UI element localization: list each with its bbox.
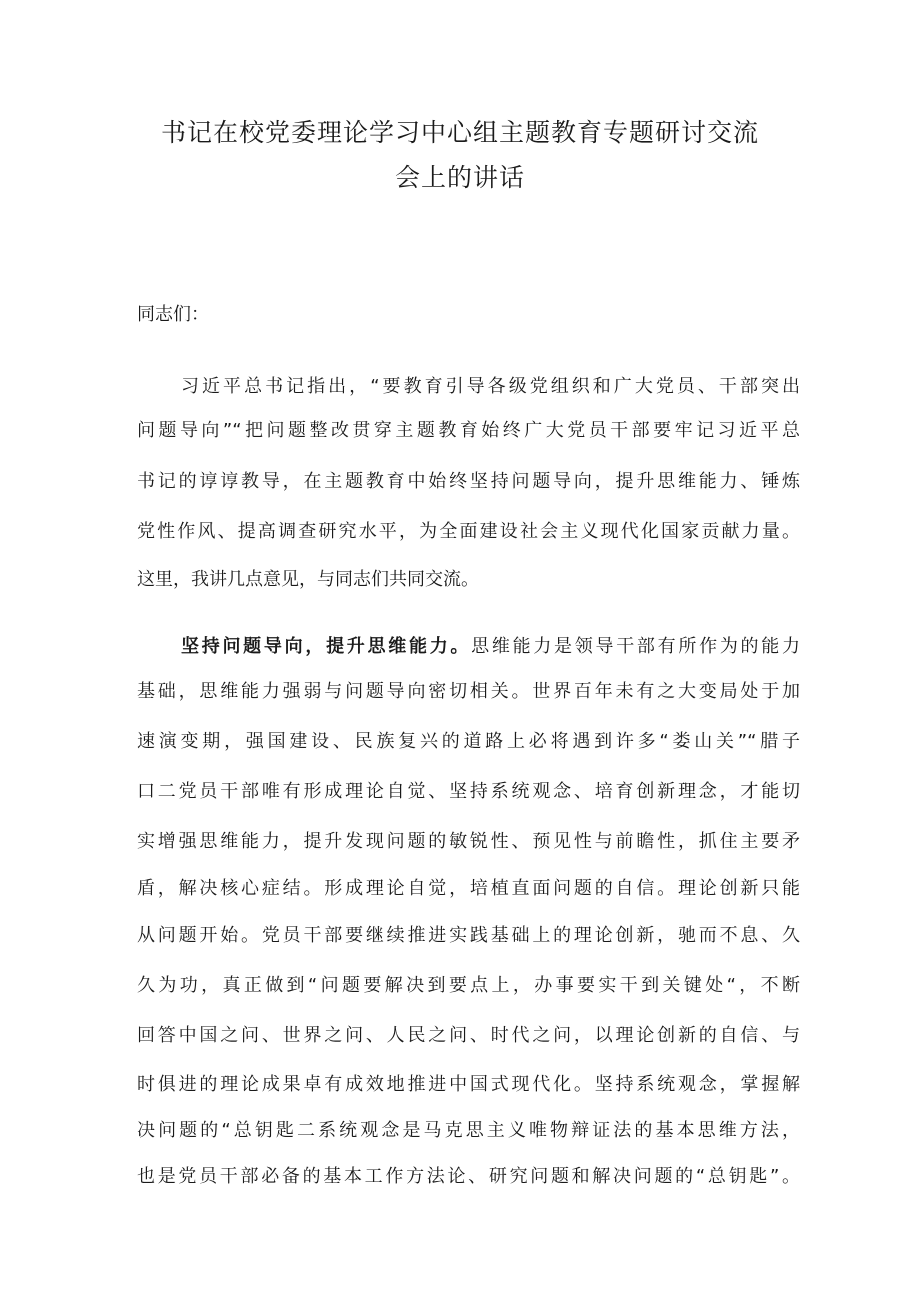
section-1-heading: 坚持问题导向，提升思维能力。: [181, 636, 472, 657]
section-1-line: 也是党员干部必备的基本工作方法论、研究问题和解决问题的“总钥匙”。: [137, 1166, 800, 1187]
intro-line: 书记的谆谆教导，在主题教育中始终坚持问题导向，提升思维能力、锤炼: [137, 471, 800, 492]
section-1-line: 时俱进的理论成果卓有成效地推进中国式现代化。坚持系统观念，掌握解: [137, 1074, 800, 1095]
intro-line: 问题导向”“把问题整改贯穿主题教育始终广大党员干部要牢记习近平总: [137, 420, 800, 441]
section-1-line: 从问题开始。党员干部要继续推进实践基础上的理论创新，驰而不息、久: [137, 925, 800, 946]
document-title-line-2: 会上的讲话: [394, 163, 525, 192]
section-1-line: 基础，思维能力强弱与问题导向密切相关。世界百年未有之大变局处于加: [137, 681, 800, 702]
section-1-line: 实增强思维能力，提升发现问题的敏锐性、预见性与前瞻性，抓住主要矛: [137, 831, 800, 852]
intro-line: 这里，我讲几点意见，与同志们共同交流。: [137, 569, 479, 590]
section-1-line: 回答中国之问、世界之问、人民之问、时代之问，以理论创新的自信、与: [137, 1025, 800, 1046]
section-1-line: 盾，解决核心症结。形成理论自觉，培植直面问题的自信。理论创新只能: [137, 878, 800, 899]
section-1-first-line: [181, 634, 800, 660]
section-1-line: 口二党员干部唯有形成理论自觉、坚持系统观念、培育创新理念，才能切: [137, 781, 800, 802]
section-1-line: 速演变期，强国建设、民族复兴的道路上必将遇到许多“娄山关”“腊子: [137, 731, 800, 752]
salutation: 同志们：: [137, 304, 209, 325]
intro-line: 习近平总书记指出，“要教育引导各级党组织和广大党员、干部突出: [181, 376, 800, 397]
intro-line: 党性作风、提高调查研究水平，为全面建设社会主义现代化国家贡献力量。: [137, 521, 800, 542]
section-1-line: 久为功，真正做到“问题要解决到要点上，办事要实干到关键处“，不断: [137, 975, 800, 996]
document-title-line-1: 书记在校党委理论学习中心组主题教育专题研讨交流: [160, 118, 759, 147]
section-1-line: 决问题的“总钥匙二系统观念是马克思主义唯物辩证法的基本思维方法，: [137, 1120, 800, 1141]
section-1-first-line-text: 思维能力是领导干部有所作为的能力: [471, 636, 801, 657]
